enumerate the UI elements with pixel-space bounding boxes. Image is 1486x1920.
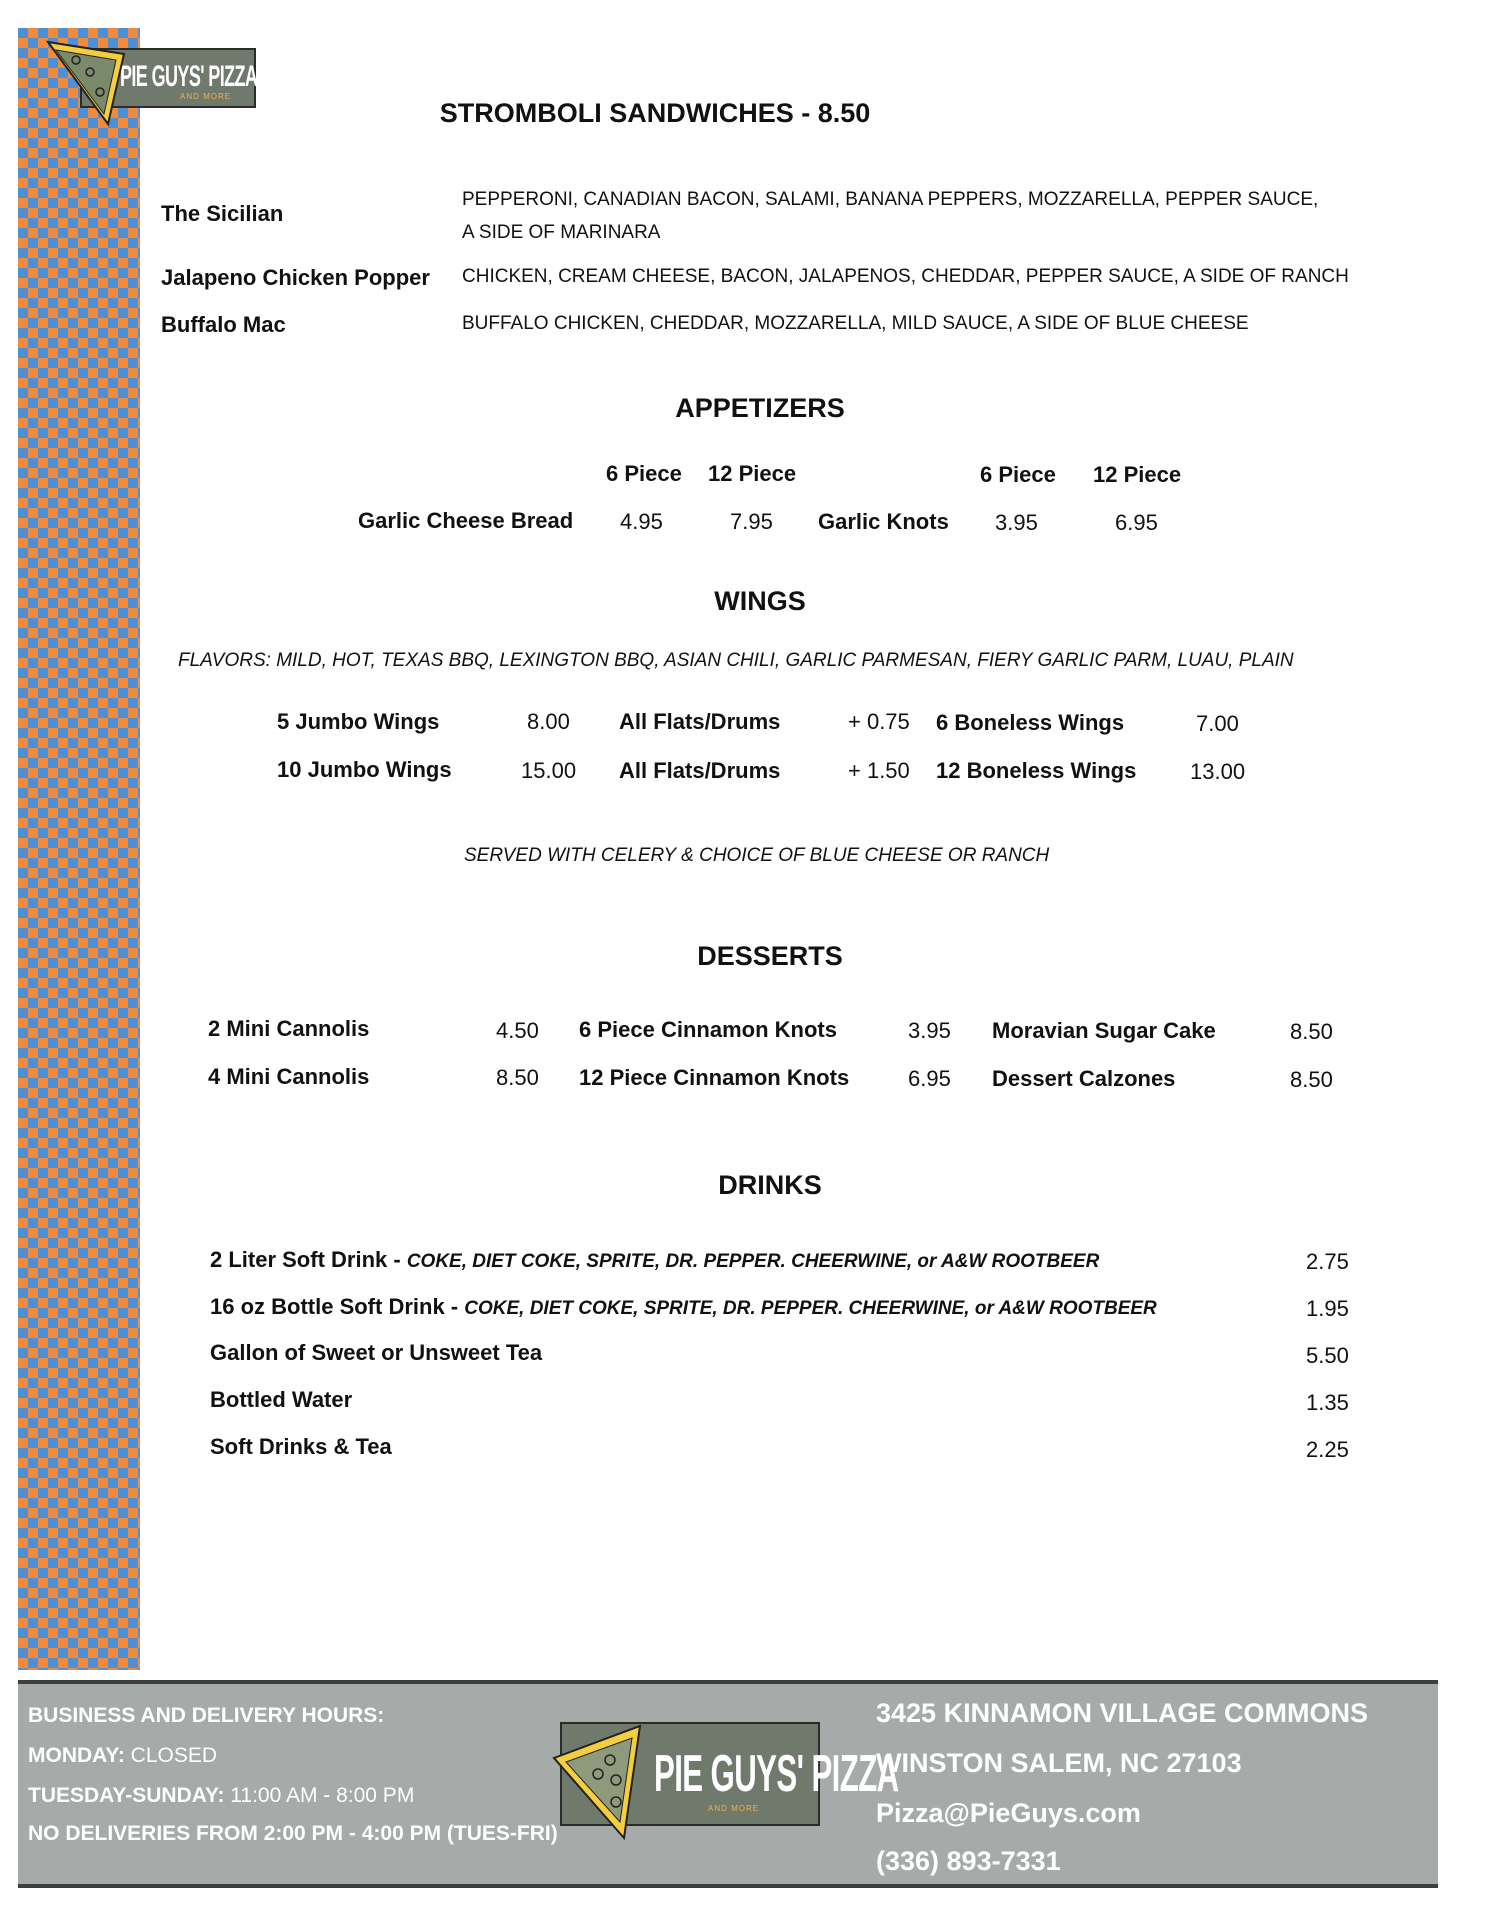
dessert-name: Moravian Sugar Cake: [992, 1018, 1216, 1043]
logo-top-name: PIE GUYS' PIZZA: [120, 60, 258, 93]
drink-price: 2.25: [1306, 1437, 1349, 1462]
appetizer-col-header: 12 Piece: [708, 461, 797, 486]
hours-monday: [28, 1744, 217, 1768]
drinks-heading: DRINKS: [718, 1170, 822, 1200]
stromboli-item-name: Buffalo Mac: [161, 312, 286, 337]
dessert-price: 4.50: [496, 1018, 539, 1043]
footer-bar: [18, 1680, 1438, 1888]
dessert-name: Dessert Calzones: [992, 1066, 1176, 1091]
wings-boneless: 12 Boneless Wings: [936, 758, 1137, 783]
wings-price: 8.00: [527, 709, 570, 734]
appetizers-heading: APPETIZERS: [675, 393, 845, 423]
appetizer-name: Garlic Knots: [818, 509, 949, 534]
wings-flats: All Flats/Drums: [619, 709, 781, 734]
appetizer-price: 6.95: [1115, 510, 1158, 535]
dessert-name: 2 Mini Cannolis: [208, 1016, 370, 1041]
stromboli-heading: STROMBOLI SANDWICHES - 8.50: [439, 98, 871, 128]
drink-name: Soft Drinks & Tea: [210, 1434, 392, 1459]
stromboli-item-desc: A SIDE OF MARINARA: [462, 222, 661, 243]
stromboli-item-desc: PEPPERONI, CANADIAN BACON, SALAMI, BANANA PEPPERS, MOZZARELLA, PEPPER SAUCE,: [462, 189, 1319, 210]
hours-tue-label: TUESDAY-SUNDAY:: [28, 1784, 225, 1807]
dessert-price: 8.50: [496, 1065, 539, 1090]
dessert-price: 3.95: [908, 1018, 951, 1043]
dessert-name: 6 Piece Cinnamon Knots: [579, 1017, 837, 1042]
drink-separator: -: [444, 1294, 465, 1319]
dessert-price: 8.50: [1290, 1067, 1333, 1092]
appetizer-name: Garlic Cheese Bread: [358, 508, 574, 533]
drink-separator: -: [387, 1247, 407, 1272]
hours-tue-value: 11:00 AM - 8:00 PM: [224, 1784, 415, 1807]
email-address: Pizza@PieGuys.com: [876, 1798, 1141, 1828]
hours-monday-label: MONDAY:: [28, 1744, 125, 1767]
drink-item: [210, 1247, 1099, 1273]
appetizer-col-header: 6 Piece: [606, 461, 682, 486]
dessert-price: 8.50: [1290, 1019, 1333, 1044]
desserts-heading: DESSERTS: [697, 941, 843, 971]
no-deliveries-note: NO DELIVERIES FROM 2:00 PM - 4:00 PM (TUES-FRI): [28, 1822, 558, 1845]
wings-flats: All Flats/Drums: [619, 758, 781, 783]
stromboli-item-desc: BUFFALO CHICKEN, CHEDDAR, MOZZARELLA, MILD SAUCE, A SIDE OF BLUE CHEESE: [462, 313, 1249, 334]
wings-note: SERVED WITH CELERY & CHOICE OF BLUE CHEESE OR RANCH: [464, 845, 1050, 866]
dessert-price: 6.95: [908, 1066, 951, 1091]
drink-detail: COKE, DIET COKE, SPRITE, DR. PEPPER. CHEERWINE, or A&W ROOTBEER: [464, 1298, 1157, 1319]
drink-name: Gallon of Sweet or Unsweet Tea: [210, 1340, 543, 1365]
wings-jumbo: 10 Jumbo Wings: [277, 757, 452, 782]
drink-name: 2 Liter Soft Drink: [210, 1247, 388, 1272]
logo-footer-name: PIE GUYS' PIZZA: [654, 1745, 899, 1803]
drink-price: 1.95: [1306, 1296, 1349, 1321]
drink-price: 1.35: [1306, 1390, 1349, 1415]
stromboli-item-desc: CHICKEN, CREAM CHEESE, BACON, JALAPENOS, CHEDDAR, PEPPER SAUCE, A SIDE OF RANCH: [462, 266, 1349, 287]
dessert-name: 12 Piece Cinnamon Knots: [579, 1065, 850, 1090]
logo-footer-tagline: AND MORE: [708, 1804, 760, 1813]
wings-heading: WINGS: [714, 586, 806, 616]
wings-boneless: 6 Boneless Wings: [936, 710, 1125, 735]
hours-title: BUSINESS AND DELIVERY HOURS:: [28, 1704, 385, 1727]
stromboli-item-name: Jalapeno Chicken Popper: [161, 265, 430, 290]
pizza-slice-icon: [550, 1718, 650, 1846]
stromboli-item-name: The Sicilian: [161, 201, 284, 226]
wings-price: 13.00: [1190, 759, 1246, 784]
hours-tuesday-sunday: [28, 1784, 414, 1808]
dessert-name: 4 Mini Cannolis: [208, 1064, 370, 1089]
address-line1: 3425 KINNAMON VILLAGE COMMONS: [876, 1698, 1369, 1728]
appetizer-col-header: 12 Piece: [1093, 462, 1182, 487]
hours-monday-value: CLOSED: [124, 1744, 218, 1767]
checkerboard-stripe: [18, 28, 140, 1670]
appetizer-col-header: 6 Piece: [980, 462, 1056, 487]
drink-name: 16 oz Bottle Soft Drink: [210, 1294, 445, 1319]
wings-price: + 1.50: [848, 758, 910, 783]
drink-name: Bottled Water: [210, 1387, 353, 1412]
appetizer-price: 7.95: [730, 509, 773, 534]
drink-detail: COKE, DIET COKE, SPRITE, DR. PEPPER. CHEERWINE, or A&W ROOTBEER: [406, 1251, 1100, 1272]
pizza-slice-icon: [44, 36, 134, 128]
wings-flavors: FLAVORS: MILD, HOT, TEXAS BBQ, LEXINGTON BBQ, ASIAN CHILI, GARLIC PARMESAN, FIERY GARLIC PARM, LUAU, PLAIN: [178, 650, 1294, 671]
drink-price: 5.50: [1306, 1343, 1349, 1368]
appetizer-price: 3.95: [995, 510, 1038, 535]
address-line2: WINSTON SALEM, NC 27103: [876, 1748, 1242, 1778]
wings-jumbo: 5 Jumbo Wings: [277, 709, 440, 734]
logo-top-tagline: AND MORE: [180, 92, 232, 101]
appetizer-price: 4.95: [620, 509, 663, 534]
drink-price: 2.75: [1306, 1249, 1349, 1274]
wings-price: 7.00: [1196, 711, 1239, 736]
wings-price: 15.00: [521, 758, 577, 783]
wings-price: + 0.75: [848, 709, 910, 734]
phone-number: (336) 893-7331: [876, 1846, 1061, 1876]
drink-item: [210, 1294, 1157, 1320]
